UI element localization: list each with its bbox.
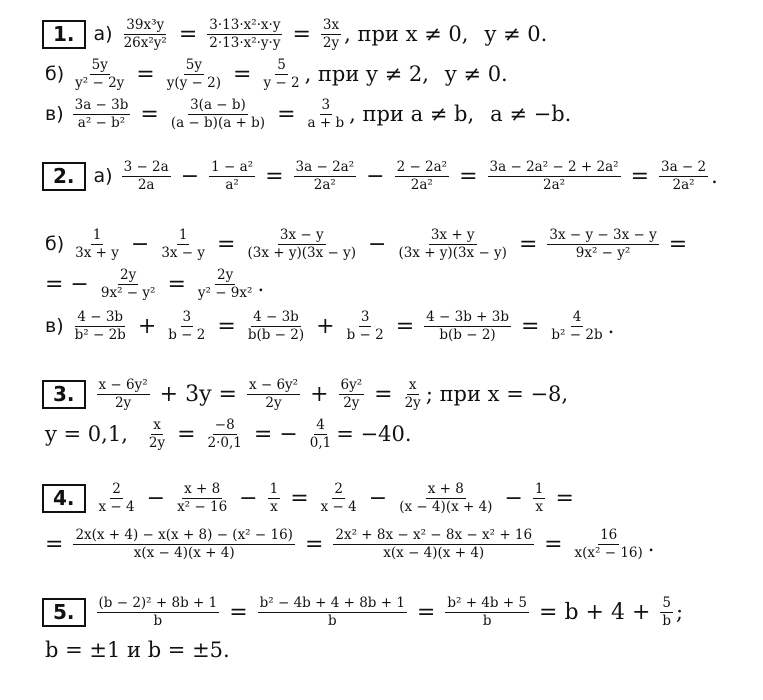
ex2-c-row: в) $\frac{4 - 3b}{\text{b² − 2b}}$ + $\frac{3}{b - 2}$ = $\frac{4 - 3b}{b(b - 2)}$ + $\frac{3}{b - 2}$ = $\frac{4 - 3b + 3b}{b(b - 2)}$ = $\frac{4}{\text{b² − 2b}}$ . (45, 309, 615, 344)
ex1-b-row: б) $\frac{5y}{\text{y² − 2y}}$ = $\frac{5y}{y(y - 2)}$ = $\frac{5}{y - 2}$ , при y ≠ 2, y ≠ 0. (45, 57, 508, 92)
exercise-number-2: 2. (42, 162, 86, 191)
condition-text: y ≠ 0. (484, 22, 548, 47)
fraction: $\frac{4}{0,1}$ (309, 417, 332, 452)
condition-text: y ≠ 0. (444, 62, 508, 87)
fraction: $\frac{\text{1 − a²}}{\text{a²}}$ (211, 159, 254, 194)
fraction: $\frac{5}{y - 2}$ (263, 57, 300, 92)
fraction: $\frac{x}{2y}$ (148, 417, 166, 452)
fraction: $\frac{\text{x − 6y²}}{2y}$ (98, 377, 148, 412)
condition-text: ; при x = −8, (425, 382, 569, 407)
ex1-a-label: а) (93, 23, 113, 46)
exercise-number-4: 4. (42, 484, 86, 513)
ex2-b-label: б) (45, 233, 65, 256)
fraction: $\frac{3}{b - 2}$ (346, 309, 384, 344)
fraction: $\frac{3 - 2a}{2a}$ (123, 159, 169, 194)
condition-text: y = 0,1, (45, 422, 128, 447)
ex2-a-row: 2. а) $\frac{3 - 2a}{2a}$ − $\frac{\text{1 − a²}}{\text{a²}}$ = $\frac{\text{3a − 2a²}}{\text{2a²}}$ − $\frac{\text{2 − 2a²}}{\text{2a²}}$ = $\frac{\text{3a − 2a² − 2 + 2a²}}{\text{2a²}}$ = $\frac{3a - 2}{\text{2a²}}$ . (42, 160, 718, 193)
fraction: $\frac{2y}{\text{9x² − y²}}$ (100, 267, 156, 302)
fraction: $\frac{\text{2 − 2a²}}{\text{2a²}}$ (396, 159, 448, 194)
fraction: $\frac{1}{x}$ (534, 481, 544, 516)
fraction: $\frac{4 - 3b}{b(b - 2)}$ (247, 309, 305, 344)
fraction: $\frac{\text{3a − 2a²}}{\text{2a²}}$ (295, 159, 355, 194)
fraction: $\frac{\text{3a − 2a² − 2 + 2a²}}{\text{2a²}}$ (489, 159, 619, 194)
fraction: $\frac{3a - 2}{\text{2a²}}$ (661, 159, 707, 194)
ex3-row: 3. $\frac{\text{x − 6y²}}{2y}$ + 3y = $\frac{\text{x − 6y²}}{2y}$ + $\frac{\text{6y²}}{2y}$ = $\frac{x}{2y}$ ; при x = −8, (42, 378, 568, 411)
fraction: $\frac{\text{39x³y}}{\text{26x²y²}}$ (123, 17, 167, 52)
fraction: $\frac{3}{b - 2}$ (168, 309, 206, 344)
ex4-line2: = $\frac{\text{2x(x + 4) − x(x + 8) − (x² − 16)}}{x(x - 4)(x + 4)}$ = $\frac{\text{2x² + 8x − x² − 8x − x² + 16}}{x(x - 4)(x + 4)}$ = $\frac{16}{\text{x(x² − 16)}}$ . (45, 527, 655, 562)
ex2-b-row: б) $\frac{1}{3x + y}$ − $\frac{1}{3x - y}$ = $\frac{3x - y}{(3x + y)(3x - y)}$ − $\frac{3x + y}{(3x + y)(3x - y)}$ = $\frac{3x - y - 3x - y}{\text{9x² − y²}}$ = (45, 227, 688, 262)
exercise-number-1: 1. (42, 20, 86, 49)
fraction: $\frac{3a - 3b}{\text{a² − b²}}$ (74, 97, 129, 132)
ex5-line2 (45, 640, 230, 661)
fraction: $\frac{-8}{2\cdot 0,1}$ (207, 417, 242, 452)
fraction: $\frac{\text{2x² + 8x − x² − 8x − x² + 16}}{x(x - 4)(x + 4)}$ (335, 527, 533, 562)
fraction: $\frac{2}{x - 4}$ (98, 481, 135, 516)
fraction: $\frac{\text{x − 6y²}}{2y}$ (248, 377, 299, 412)
fraction: $\frac{5}{b}$ (662, 595, 672, 630)
condition-text: a ≠ −b. (490, 102, 572, 127)
fraction: $\frac{\text{6y²}}{2y}$ (340, 377, 363, 412)
ex5-row: 5. $\frac{\text{(b − 2)² + 8b + 1}}{b}$ = $\frac{\text{b² − 4b + 4 + 8b + 1}}{b}$ = $\frac{\text{b² + 4b + 5}}{b}$ = b + 4 + $\frac{5}{b}$ ; (42, 596, 683, 629)
fraction: $\frac{5y}{\text{y² − 2y}}$ (75, 57, 125, 92)
fraction: $\frac{4 - 3b + 3b}{b(b - 2)}$ (426, 309, 509, 344)
fraction: $\frac{5y}{y(y - 2)}$ (166, 57, 222, 92)
exercise-number-5: 5. (42, 598, 86, 627)
fraction: $\frac{3}{a + b}$ (307, 97, 345, 132)
fraction: $\frac{4 - 3b}{\text{b² − 2b}}$ (74, 309, 126, 344)
fraction: $\frac{\text{b² + 4b + 5}}{b}$ (447, 595, 528, 630)
fraction: $\frac{3x}{2y}$ (322, 17, 340, 52)
condition-text: , при x ≠ 0, (344, 22, 469, 47)
fraction: $\frac{1}{3x + y}$ (75, 227, 119, 262)
ex2-b-cont-row: = − $\frac{2y}{\text{9x² − y²}}$ = $\frac{2y}{\text{y² − 9x²}}$ . (45, 267, 265, 302)
ex1-b-label: б) (45, 63, 65, 86)
fraction: $\frac{\text{(b − 2)² + 8b + 1}}{b}$ (98, 595, 218, 630)
fraction: $\frac{3x + y}{(3x + y)(3x - y)}$ (398, 227, 507, 262)
fraction: $\frac{1}{3x - y}$ (161, 227, 206, 262)
ex3-line2: y = 0,1, $\frac{x}{2y}$ = $\frac{-8}{2\cdot 0,1}$ = − $\frac{4}{0,1}$ = −40. (45, 417, 412, 452)
condition-text: , при y ≠ 2, (304, 62, 429, 87)
fraction: $\frac{2y}{\text{y² − 9x²}}$ (197, 267, 253, 302)
result-text: = −40. (336, 422, 412, 447)
fraction: $\frac{16}{\text{x(x² − 16)}}$ (574, 527, 643, 562)
fraction: $\frac{3x - y}{(3x + y)(3x - y)}$ (247, 227, 356, 262)
fraction: $\frac{3x - y - 3x - y}{\text{9x² − y²}}$ (549, 227, 657, 262)
ex1-c-label: в) (45, 103, 64, 126)
condition-text: , при a ≠ b, (349, 102, 475, 127)
fraction: $\frac{\text{2x(x + 4) − x(x + 8) − (x² − 16)}}{x(x - 4)(x + 4)}$ (75, 527, 293, 562)
fraction: $\frac{\text{3·13·x²·x·y}}{\text{2·13·x²·y·y}}$ (209, 17, 281, 52)
fraction: $\frac{3(a - b)}{(a - b)(a + b)}$ (170, 97, 266, 132)
exercise-number-3: 3. (42, 380, 86, 409)
fraction: $\frac{2}{x - 4}$ (320, 481, 357, 516)
fraction: $\frac{x}{2y}$ (404, 377, 421, 412)
result-text: b = ±1 и b = ±5. (45, 638, 230, 662)
ex1-a-row: 1. а) $\frac{\text{39x³y}}{\text{26x²y²}}$ = $\frac{\text{3·13·x²·x·y}}{\text{2·13·x²·y·y}}$ = $\frac{3x}{2y}$ , при x ≠ 0, y ≠ 0. (42, 18, 547, 51)
fraction: $\frac{1}{x}$ (269, 481, 279, 516)
ex2-c-label: в) (45, 315, 64, 338)
ex2-a-label: а) (93, 165, 113, 188)
fraction: $\frac{\text{b² − 4b + 4 + 8b + 1}}{b}$ (259, 595, 405, 630)
ex4-row: 4. $\frac{2}{x - 4}$ − $\frac{x + 8}{\text{x² − 16}}$ − $\frac{1}{x}$ = $\frac{2}{x - 4}$ − $\frac{x + 8}{(x - 4)(x + 4)}$ − $\frac{1}{x}$ = (42, 482, 581, 515)
fraction: $\frac{x + 8}{\text{x² − 16}}$ (177, 481, 228, 516)
fraction: $\frac{x + 8}{(x - 4)(x + 4)}$ (399, 481, 493, 516)
ex1-c-row: в) $\frac{3a - 3b}{\text{a² − b²}}$ = $\frac{3(a - b)}{(a - b)(a + b)}$ = $\frac{3}{a + b}$ , при a ≠ b, a ≠ −b. (45, 97, 572, 132)
fraction: $\frac{4}{\text{b² − 2b}}$ (551, 309, 603, 344)
